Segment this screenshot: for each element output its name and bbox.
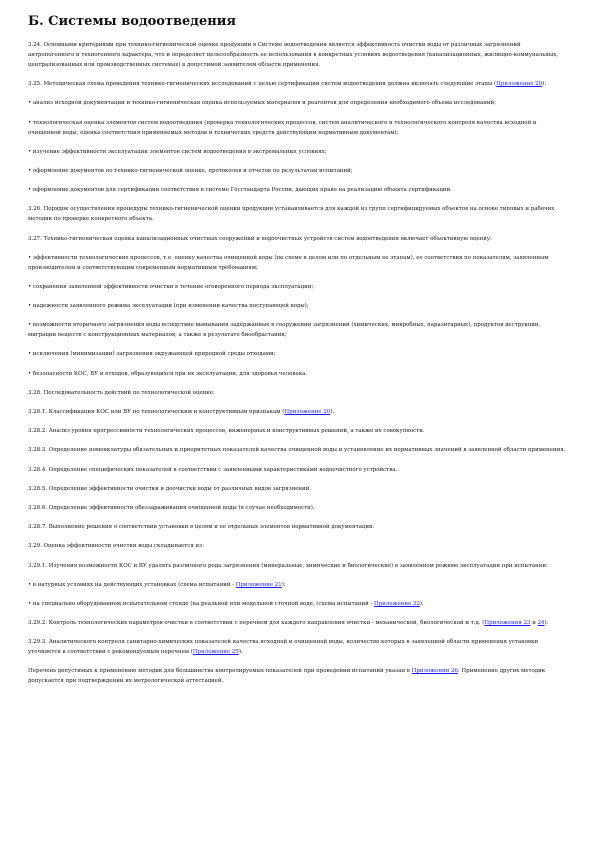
paragraph-text: • возможности вторичного загрязнения воды вследствие вымывания задержанных в сооружении загрязнений (химических, микробных, паразитарных), продуктов деструкции, миграции веществ с конструкционных материалов, а также в результате биообрастания; — [28, 322, 541, 339]
paragraph — [28, 541, 567, 551]
appendix-link[interactable]: Приложение 21 — [235, 581, 282, 588]
paragraph — [28, 166, 567, 176]
paragraph — [28, 503, 567, 513]
paragraph — [28, 147, 567, 157]
paragraph — [28, 253, 567, 273]
paragraph-text: • изучение эффективности эксплуатации элементов систем водоотведения в экстремальных условиях; — [28, 148, 327, 155]
paragraph — [28, 484, 567, 494]
paragraph-text: • оформление документов по технико-гигиенической оценке, протоколов и отчетов по результатам испытаний; — [28, 167, 353, 174]
paragraph-text: • эффективности технологических процессов, т.е. оценку качества очищенной воды (по схеме в целом или по отдельным ее этапам), ее соответствия по показателям, заявленным производителем и соответствующим современным нормативным требованиям; — [28, 254, 549, 271]
paragraph — [28, 234, 567, 244]
document-body — [28, 40, 567, 686]
appendix-link[interactable]: Приложение 22 — [374, 600, 420, 607]
paragraph-text: 3.27. Технико-гигиеническая оценка канализационных очистных сооружений и водоочистных устройств систем водоотведения включает объективную оценку: — [28, 235, 492, 242]
appendix-link[interactable]: Приложение 20 — [496, 81, 543, 88]
paragraph-text: 3.28.4. Определение специфических показателей в соответствии с заявленными характеристиками водоочистного устройства. — [28, 466, 398, 473]
paragraph-text: • технологическая оценка элементов систем водоотведения (проверка технологических процессов, систем аналитического и технологического контроля качества исходной и очищенной воды, оценка соответствия применяемых методов и технических средств действующим нормативным документам); — [28, 119, 537, 136]
paragraph — [28, 637, 567, 657]
paragraph-text: . Применение других методик допускается при подтверждении их метрологической аттестацией. — [28, 668, 546, 685]
paragraph-text: ): — [542, 81, 547, 88]
paragraph — [28, 98, 567, 108]
paragraph-text: 3.28.7. Выполнение решения о соответствии установки в целом и ее отдельных элементов нормативной документации. — [28, 524, 375, 531]
paragraph-text: 3.28.5. Определение эффективности очистки и доочистки воды от различных видов загрязнений. — [28, 485, 312, 492]
paragraph — [28, 618, 567, 628]
paragraph — [28, 118, 567, 138]
paragraph — [28, 426, 567, 436]
paragraph-text: • безопасности КОС, ВУ и отходов, образующихся при их эксплуатации, для здоровья человека. — [28, 370, 308, 377]
paragraph-text: ). — [419, 600, 424, 607]
section-title: Б. Системы водоотведения — [28, 14, 237, 29]
paragraph — [28, 388, 567, 398]
paragraph-text: 3.25. Методическая схема проведения технико-гигиенических исследований с целью сертификации систем водоотведения должна включать следующие этапы ( — [28, 81, 497, 88]
appendix-link[interactable]: Приложения 23 — [484, 620, 531, 627]
paragraph — [28, 522, 567, 532]
paragraph-text: ). — [544, 620, 549, 627]
appendix-link[interactable]: Приложение 20 — [284, 409, 331, 415]
paragraph-text: • исключения (минимизации) загрязнения окружающей природной среды отходами; — [28, 351, 276, 358]
paragraph — [28, 282, 567, 292]
paragraph — [28, 599, 567, 609]
paragraph-text: • анализ исходной документации и технико-гигиеническая оценка используемых материалов и реагентов для определения необходимого объема исследований; — [28, 100, 496, 107]
paragraph — [28, 320, 567, 340]
appendix-link[interactable]: 24 — [537, 620, 545, 627]
paragraph-text: и — [530, 620, 538, 627]
paragraph — [28, 561, 567, 571]
paragraph-text: ). — [330, 409, 335, 415]
appendix-link[interactable]: Приложение 25 — [192, 649, 239, 656]
paragraph-text: 3.28.1. Классификация КОС или ВУ по технологическим и конструктивным признакам ( — [28, 409, 285, 415]
paragraph-text: 3.28.6. Определение эффективности обеззараживания очищенной воды (в случае необходимости). — [28, 504, 315, 511]
paragraph — [28, 580, 567, 590]
paragraph-text: • оформление документов для сертификации соответствия в системе Госстандарта России, дающих право на реализацию объекта сертификации. — [28, 187, 452, 194]
paragraph-text: 3.29.1. Изучения возможности КОС и ВУ удалять различного рода загрязнения (минеральные, химические и биологические) в заявленном режиме эксплуатации при испытании: — [28, 562, 548, 569]
paragraph — [28, 666, 567, 686]
paragraph-text: • сохранения заявленной эффективности очистки в течение оговоренного периода эксплуатации; — [28, 283, 314, 290]
paragraph-text: 3.29.3. Аналитического контроля санитарно-химических показателей качества исходной и очищенной воды, количество которых в заявленной области применения установки уточняется в соответствии с рекомендуемым перечнем ( — [28, 639, 539, 656]
paragraph — [28, 407, 567, 417]
paragraph-text: ). — [238, 649, 243, 656]
paragraph-text: Перечень допустимых к применению методик для большинства контролируемых показателей при проведении испытаний указан в — [28, 668, 412, 675]
paragraph-text: 3.28.3. Определение номенклатуры обязательных и приоритетных показателей качества очищенной воды и установление их нормативных значений в заявленной области применения. — [28, 447, 566, 454]
paragraph-text: • в натурных условиях на действующих установках (схема испытаний - — [28, 581, 236, 588]
paragraph-text: • надежности заявленного режима эксплуатации (при изменении качества поступающей воды); — [28, 303, 309, 310]
paragraph — [28, 349, 567, 359]
paragraph — [28, 79, 567, 89]
paragraph — [28, 40, 567, 70]
paragraph — [28, 204, 567, 224]
paragraph-text: 3.29.2. Контроль технологических параметров очистки в соответствии с перечнем для каждого направления очистки - механической, биологической и т.д. ( — [28, 620, 485, 627]
appendix-link[interactable]: Приложении 26 — [411, 668, 458, 675]
paragraph-text: • на специально оборудованном испытательном стенде (на реальной или модельной сточной воде, (схема испытаний - — [28, 600, 374, 607]
paragraph — [28, 185, 567, 195]
paragraph-text: 3.29. Оценка эффективности очистки воды складывается из: — [28, 543, 204, 550]
paragraph — [28, 465, 567, 475]
paragraph-text: 3.26. Порядок осуществления процедуры технико-гигиенической оценки продукции устанавливается для каждой из групп сертифицируемых объектов на основе типовых и рабочих методик по проверке конкретного объекта. — [28, 206, 555, 223]
paragraph — [28, 369, 567, 379]
paragraph — [28, 445, 567, 455]
paragraph-text: ); — [281, 581, 286, 588]
paragraph-text: 3.24. Основными критериями при технико-гигиенической оценке продукции в Системе водоотведения является эффективность очистки воды от различных загрязнений антропогенного и техногенного характера, что и определяет целесообразность ее использования в конкретных условиях водоотведения (канализационных, жилищно-коммунальных, централизованных или производственных системах) в допустимой заявителем области применения. — [28, 42, 558, 68]
paragraph — [28, 301, 567, 311]
paragraph-text: 3.28.2. Анализ уровня прогрессивности технологических процессов, инженерных и конструктивных решений, а также их совокупности. — [28, 428, 425, 435]
paragraph-text: 3.28. Последовательность действий по технологической оценке: — [28, 389, 215, 396]
